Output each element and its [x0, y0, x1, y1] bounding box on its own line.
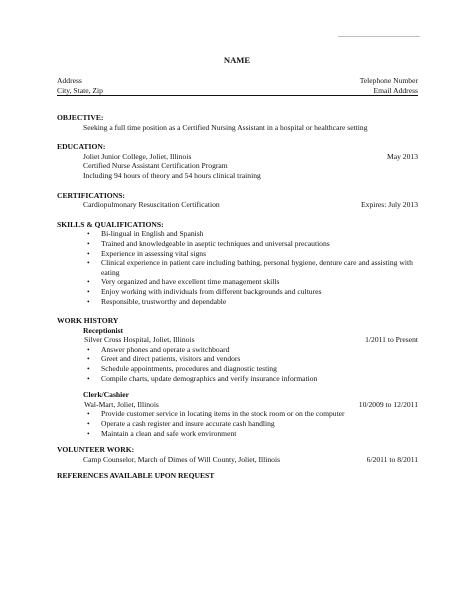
job-title: Receptionist [83, 325, 124, 335]
volunteer-dates: 6/2011 to 8/2011 [366, 454, 418, 464]
list-item: • Provide customer service in locating items in the stock room or on the computer [57, 409, 418, 419]
list-item: • Enjoy working with individuals from different backgrounds and cultures [57, 287, 418, 297]
job-dates: 10/2009 to 12/2011 [358, 399, 418, 409]
skills-list [57, 229, 418, 306]
address: Address [57, 76, 82, 85]
list-item: • Very organized and have excellent time management skills [57, 277, 418, 287]
city-state-zip: City, State, Zip [57, 85, 103, 95]
contact-row-2 [57, 86, 418, 97]
telephone: Telephone Number [359, 76, 418, 85]
volunteer-line [57, 455, 418, 465]
resume-body [57, 113, 418, 481]
contact-row-1 [57, 76, 418, 86]
job-duties [57, 409, 418, 438]
volunteer-heading: VOLUNTEER WORK: [57, 445, 135, 455]
list-item: • Maintain a clean and safe work environment [57, 429, 418, 439]
volunteer-role: Camp Counselor, March of Dimes of Will County, Joliet, Illinois [83, 454, 281, 464]
email: Email Address [373, 85, 418, 95]
education-program: Certified Nurse Assistant Certification Program [83, 161, 228, 171]
list-item: • Answer phones and operate a switchboard [57, 345, 418, 355]
job-title: Clerk/Cashier [83, 390, 129, 400]
header-rule [338, 36, 420, 37]
contact-block [57, 76, 418, 96]
list-item: • Operate a cash register and insure accurate cash handling [57, 419, 418, 429]
certifications-heading: CERTIFICATIONS: [57, 190, 125, 200]
list-item: • Greet and direct patients, visitors and vendors [57, 354, 418, 364]
list-item: • Trained and knowledgeable in aseptic techniques and universal precautions [57, 239, 418, 249]
skills-heading: SKILLS & QUALIFICATIONS: [57, 219, 164, 229]
job-employer-line [57, 400, 418, 410]
list-item: • Bi-lingual in English and Spanish [57, 229, 418, 239]
education-school-line [57, 152, 418, 162]
certification-expires: Expires: July 2013 [361, 200, 418, 210]
list-item: • Clinical experience in patient care including bathing, personal hygiene, denture care and assisting with eating [57, 258, 418, 277]
education-date: May 2013 [386, 151, 418, 161]
certification-line [57, 200, 418, 210]
candidate-name: NAME [223, 55, 251, 65]
education-heading: EDUCATION: [57, 142, 106, 152]
job-employer-line [57, 335, 418, 345]
references-note: REFERENCES AVAILABLE UPON REQUEST [57, 471, 215, 481]
work-heading: WORK HISTORY [57, 316, 119, 326]
job-duties [57, 345, 418, 383]
list-item: • Compile charts, update demographics and verify insurance information [57, 374, 418, 384]
job-employer: Wal-Mart, Joliet, Illinois [84, 399, 159, 409]
job-dates: 1/2011 to Present [365, 335, 418, 345]
objective-heading: OBJECTIVE: [57, 113, 104, 122]
job-employer: Silver Cross Hospital, Joliet, Illinois [84, 335, 195, 345]
education-hours: Including 94 hours of theory and 54 hours clinical training [83, 170, 261, 180]
list-item: • Responsible, trustworthy and dependable [57, 297, 418, 307]
list-item: • Schedule appointments, procedures and diagnostic testing [57, 364, 418, 374]
education-school: Joliet Junior College, Joliet, Illinois [83, 151, 192, 161]
list-item: • Experience in assessing vital signs [57, 249, 418, 259]
certification-name: Cardiopulmonary Resuscitation Certification [83, 200, 220, 210]
objective-text: Seeking a full time position as a Certified Nursing Assistant in a hospital or healthcare setting [83, 122, 368, 132]
